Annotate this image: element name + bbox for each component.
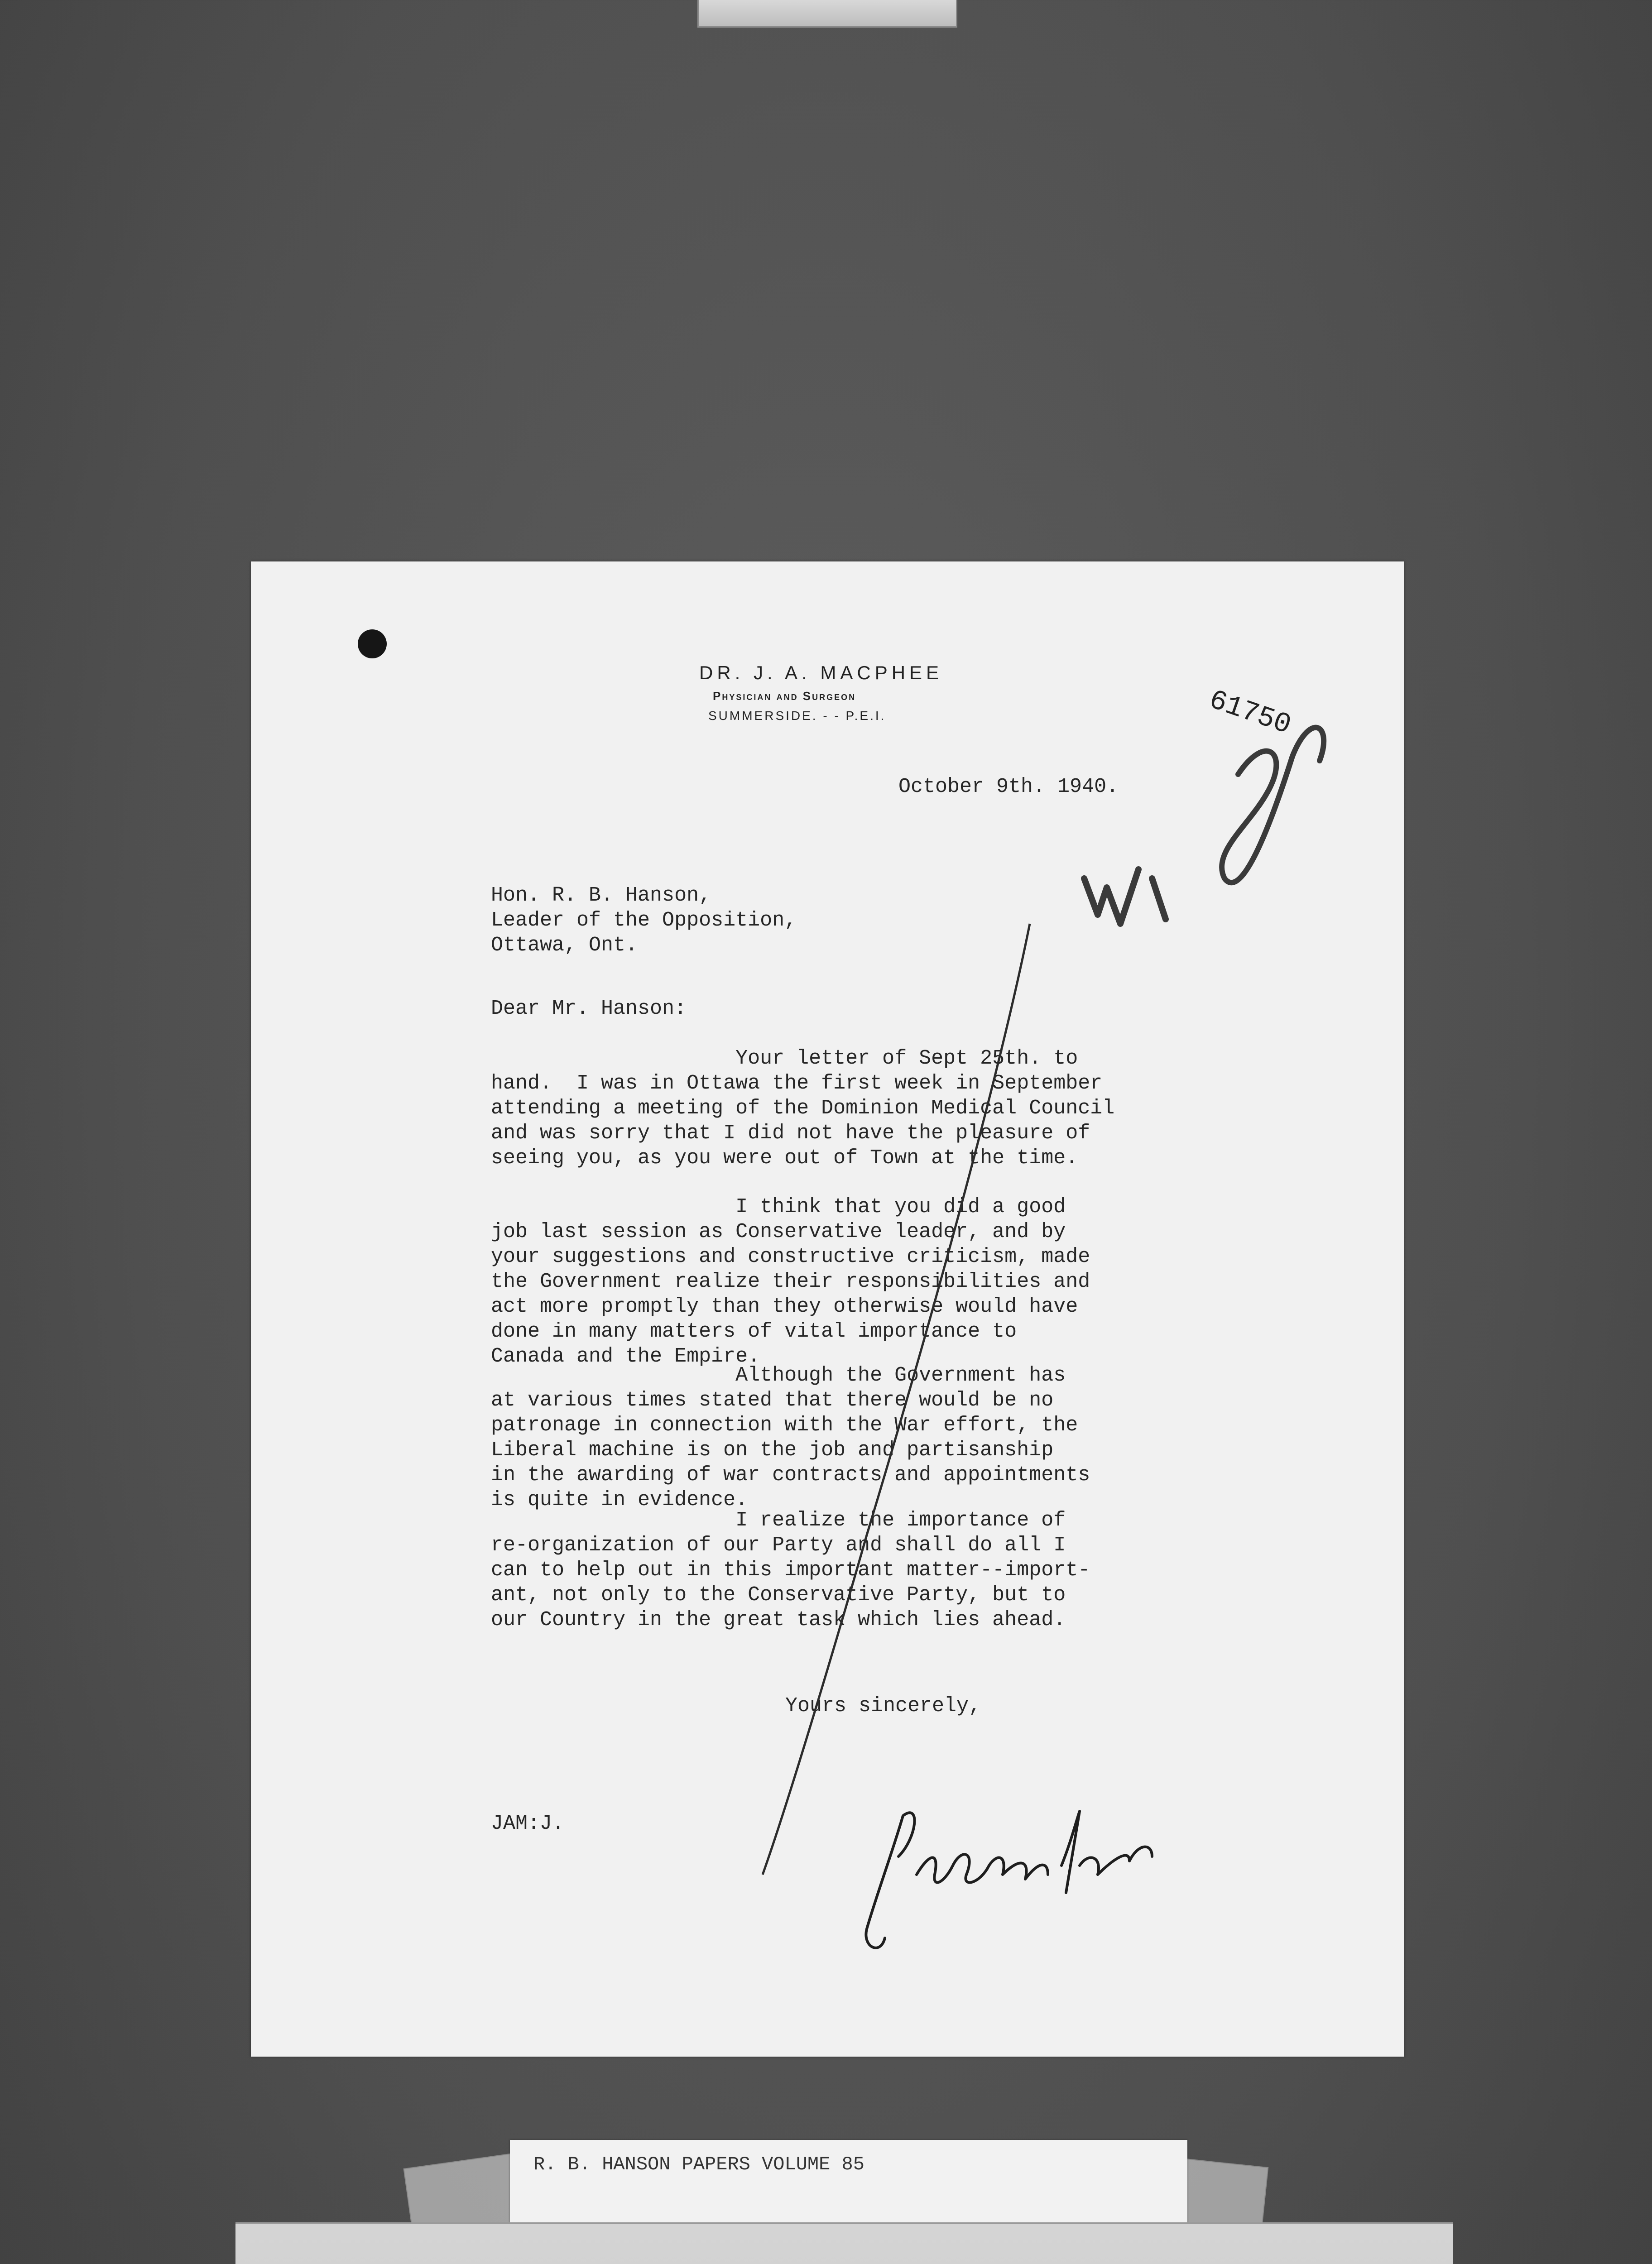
body-paragraph-3: Although the Government has at various times stated that there would be no patronage in connection with the War effort, the Liberal machine is on the job and partisanship in the awarding of war contracts and appointments is quite in evidence. bbox=[491, 1364, 1090, 1511]
label-slip-text: R. B. HANSON PAPERS VOLUME 85 bbox=[533, 2154, 864, 2175]
signature bbox=[866, 1811, 1152, 1948]
file-number: 61750 bbox=[1205, 684, 1295, 742]
closing: Yours sincerely, bbox=[785, 1694, 981, 1717]
letterhead-name: DR. J. A. MACPHEE bbox=[699, 662, 943, 683]
body-paragraph-2: I think that you did a good job last session as Conservative leader, and by your suggestions and constructive criticism, made the Government realize their responsibilities and act more promptly than they otherwise would have done in many matters of vital importance to Canada and the Empire. bbox=[491, 1195, 1090, 1368]
recipient-line-2: Leader of the Opposition, bbox=[491, 909, 797, 932]
letterhead-city: SUMMERSIDE. - - P.E.I. bbox=[708, 709, 886, 723]
punch-hole bbox=[358, 629, 387, 658]
body-paragraph-1: Your letter of Sept 25th. to hand. I was in Ottawa the first week in September attending a meeting of the Dominion Medical Council and was sorry that I did not have the pleasure of seeing you, as you were out of Town at the time. bbox=[491, 1047, 1115, 1170]
typist-initials: JAM:J. bbox=[491, 1812, 565, 1835]
letterhead-title: Physician and Surgeon bbox=[713, 689, 856, 703]
body-paragraph-4: I realize the importance of re-organization of our Party and shall do all I can to help out in this important matter--import- ant, not only to the Conservative Party, but to our Country in the great task which lies ahead. bbox=[491, 1509, 1090, 1631]
letterhead bbox=[686, 662, 975, 723]
handwritten-w-mark bbox=[1084, 869, 1166, 924]
letter-page bbox=[251, 561, 1404, 2057]
recipient-line-1: Hon. R. B. Hanson, bbox=[491, 884, 711, 907]
recipient-block bbox=[491, 883, 797, 958]
letter-date: October 9th. 1940. bbox=[898, 775, 1119, 798]
recipient-line-3: Ottawa, Ont. bbox=[491, 934, 638, 957]
handwritten-loop-mark bbox=[1222, 728, 1324, 883]
salutation: Dear Mr. Hanson: bbox=[491, 997, 687, 1020]
archive-stamp-card bbox=[235, 2222, 1453, 2264]
top-tab bbox=[697, 0, 957, 28]
